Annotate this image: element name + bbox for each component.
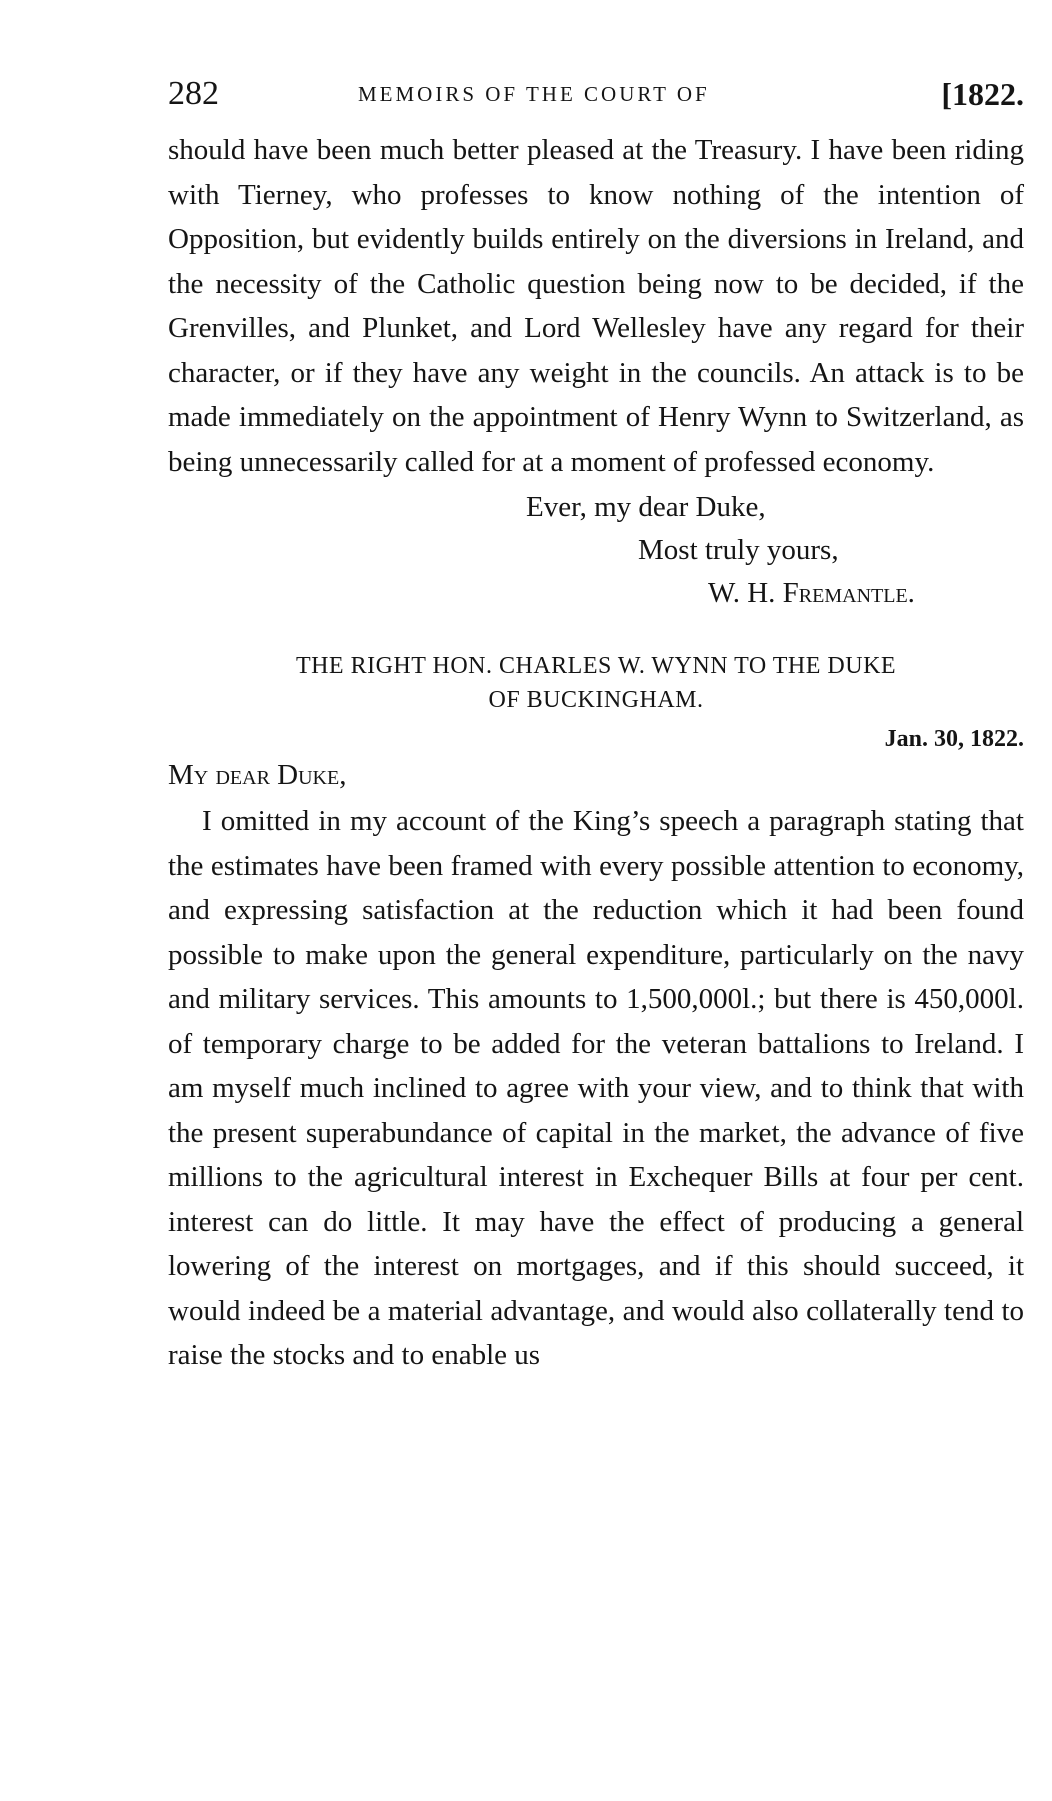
letter-heading-line-2: OF BUCKINGHAM. — [488, 687, 704, 713]
complimentary-close: Most truly yours, — [638, 534, 839, 566]
valediction: Ever, my dear Duke, — [526, 491, 766, 523]
continued-paragraph: should have been much better pleased at the Treasury. I have been riding with Tierney, who professes to know nothing of the intention of Opposition, but evidently builds entirely on the diversions in Ireland, and the necessity of the Catholic question being now to be decided, if the Grenvilles, and Plunket, and Lord Wellesley have any regard for their character, or if they have any weight in the councils. An attack is to be made immediately on the appointment of Henry Wynn to Switzerland, as being unnecessarily called for at a moment of professed economy. — [168, 134, 1024, 478]
letter-heading — [168, 649, 1024, 717]
book-page — [168, 70, 1024, 1378]
signature: W. H. Fremantle. — [708, 577, 915, 609]
letter-heading-line-1: THE RIGHT HON. CHARLES W. WYNN TO THE DUKE — [295, 653, 897, 679]
letter-date: Jan. 30, 1822. — [884, 726, 1024, 752]
letter-closing — [168, 486, 1024, 615]
page-number: 282 — [168, 75, 219, 112]
running-year: [1822. — [941, 76, 1024, 112]
running-head — [168, 70, 1024, 118]
salutation: My dear Duke, — [168, 759, 347, 791]
letter-body: I omitted in my account of the King’s speech a paragraph stating that the estimates have been framed with every possible attention to economy, and expressing satisfaction at the reduction which it had been found possible to make upon the general expenditure, particularly on the navy and military services. This amounts to 1,500,000l.; but there is 450,000l. of temporary charge to be added for the veteran battalions to Ireland. I am myself much inclined to agree with your view, and to think that with the present superabundance of capital in the market, the advance of five millions to the agricultural interest in Exchequer Bills at four per cent. interest can do little. It may have the effect of producing a general lowering of the interest on mortgages, and if this should succeed, it would indeed be a material advantage, and would also collaterally tend to raise the stocks and to enable us — [168, 805, 1024, 1371]
running-title: MEMOIRS OF THE COURT OF — [358, 82, 710, 106]
